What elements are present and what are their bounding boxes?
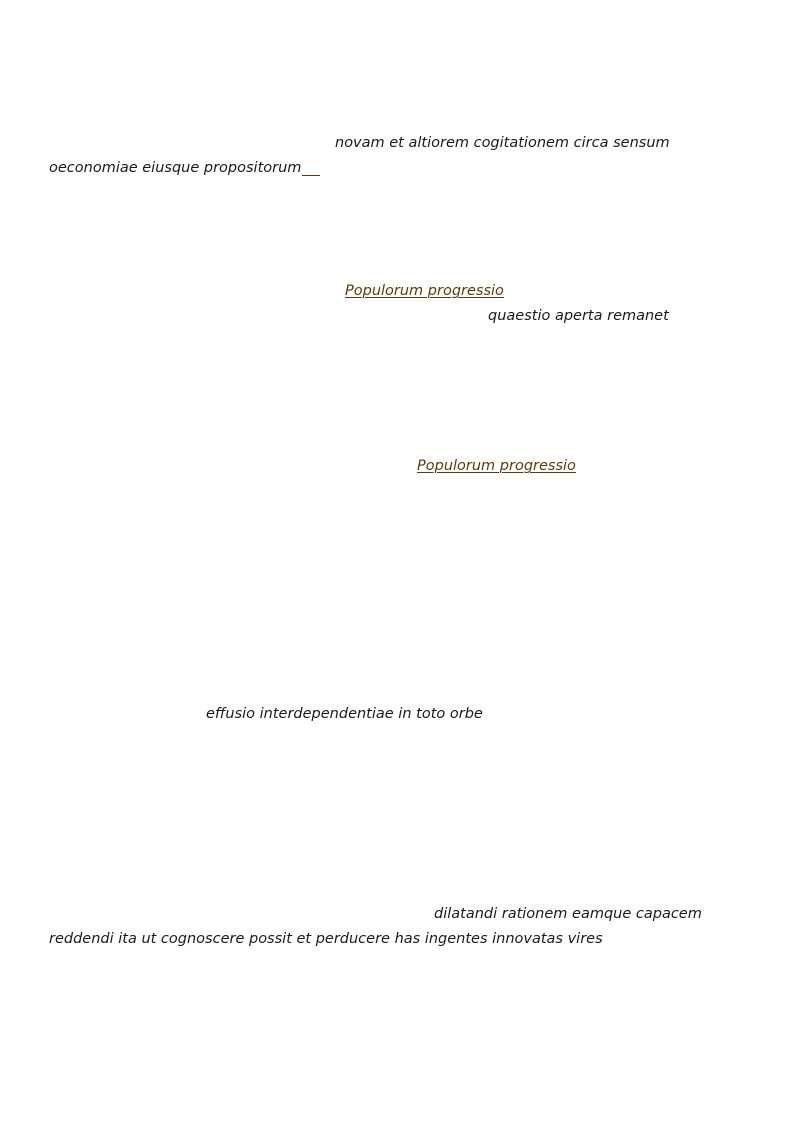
text-fragment: novam et altiorem cogitationem circa sensum <box>335 135 670 151</box>
footnote-link-mark[interactable] <box>302 175 320 176</box>
populorum-progressio-link[interactable]: Populorum progressio <box>417 458 576 474</box>
text-fragment: effusio interdependentiae in toto orbe <box>206 706 483 722</box>
text-fragment: reddendi ita ut cognoscere possit et perducere has ingentes innovatas vires <box>49 931 603 947</box>
text-fragment: oeconomiae eiusque propositorum <box>49 160 302 176</box>
text-fragment: quaestio aperta remanet <box>488 308 669 324</box>
text-fragment: dilatandi rationem eamque capacem <box>434 906 702 922</box>
populorum-progressio-link[interactable]: Populorum progressio <box>345 283 504 299</box>
